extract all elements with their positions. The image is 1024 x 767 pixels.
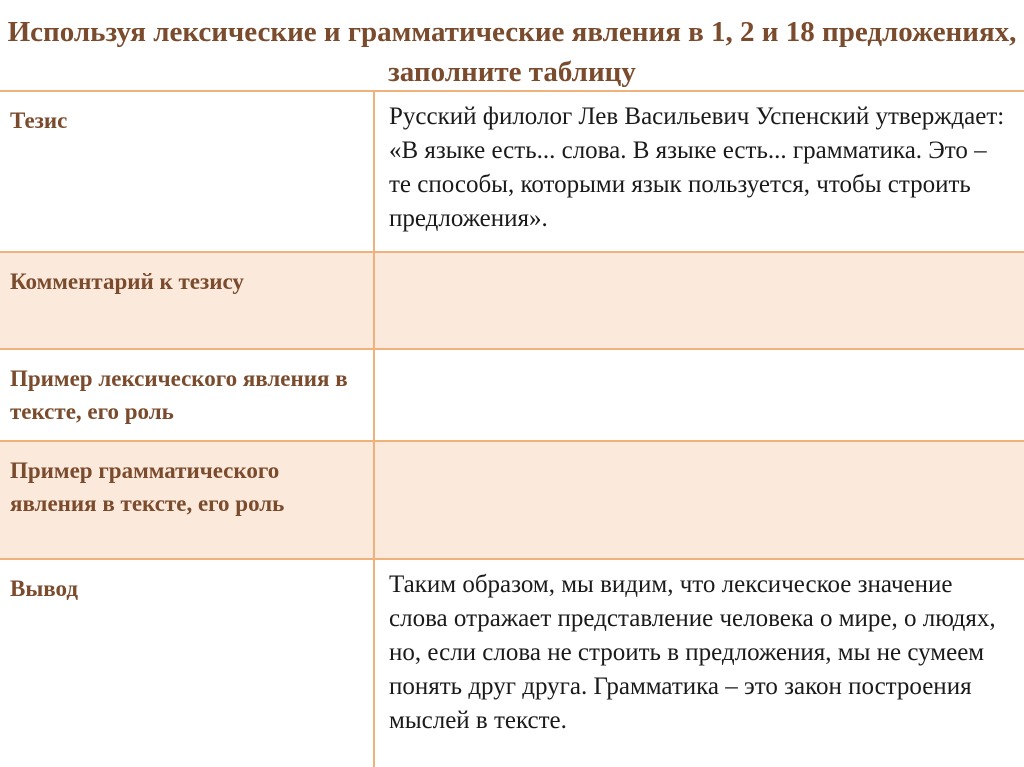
row-content-grammatical-example[interactable] (375, 442, 1024, 558)
row-label-lexical-example: Пример лексического явления в тексте, его роль (0, 350, 375, 440)
row-label-commentary: Комментарий к тезису (0, 253, 375, 348)
table-row-commentary (0, 253, 1024, 350)
table-row-lexical-example (0, 350, 1024, 442)
table-row-conclusion (0, 560, 1024, 767)
answer-table (0, 90, 1024, 767)
table-row-thesis (0, 92, 1024, 253)
row-content-commentary[interactable] (375, 253, 1024, 348)
slide-title: Используя лексические и грамматические явления в 1, 2 и 18 предложениях, заполните таблицу (7, 16, 1017, 88)
row-label-grammatical-example: Пример грамматического явления в тексте, его роль (0, 442, 375, 558)
row-label-thesis: Тезис (0, 92, 375, 251)
table-row-grammatical-example (0, 442, 1024, 560)
row-content-lexical-example[interactable] (375, 350, 1024, 440)
row-content-thesis[interactable]: Русский филолог Лев Васильевич Успенский утверждает: «В языке есть... слова. В языке есть... грамматика. Это – те способы, которыми язык пользуется, чтобы строить предложения». (389, 103, 1005, 232)
row-content-conclusion[interactable]: Таким образом, мы видим, что лексическое значение слова отражает представление человека о мире, о людях, но, если слова не строить в предложения, мы не сумеем понять друг друга. Грамматика – это закон построения мыслей в тексте. (389, 571, 996, 734)
row-label-conclusion: Вывод (0, 560, 375, 767)
